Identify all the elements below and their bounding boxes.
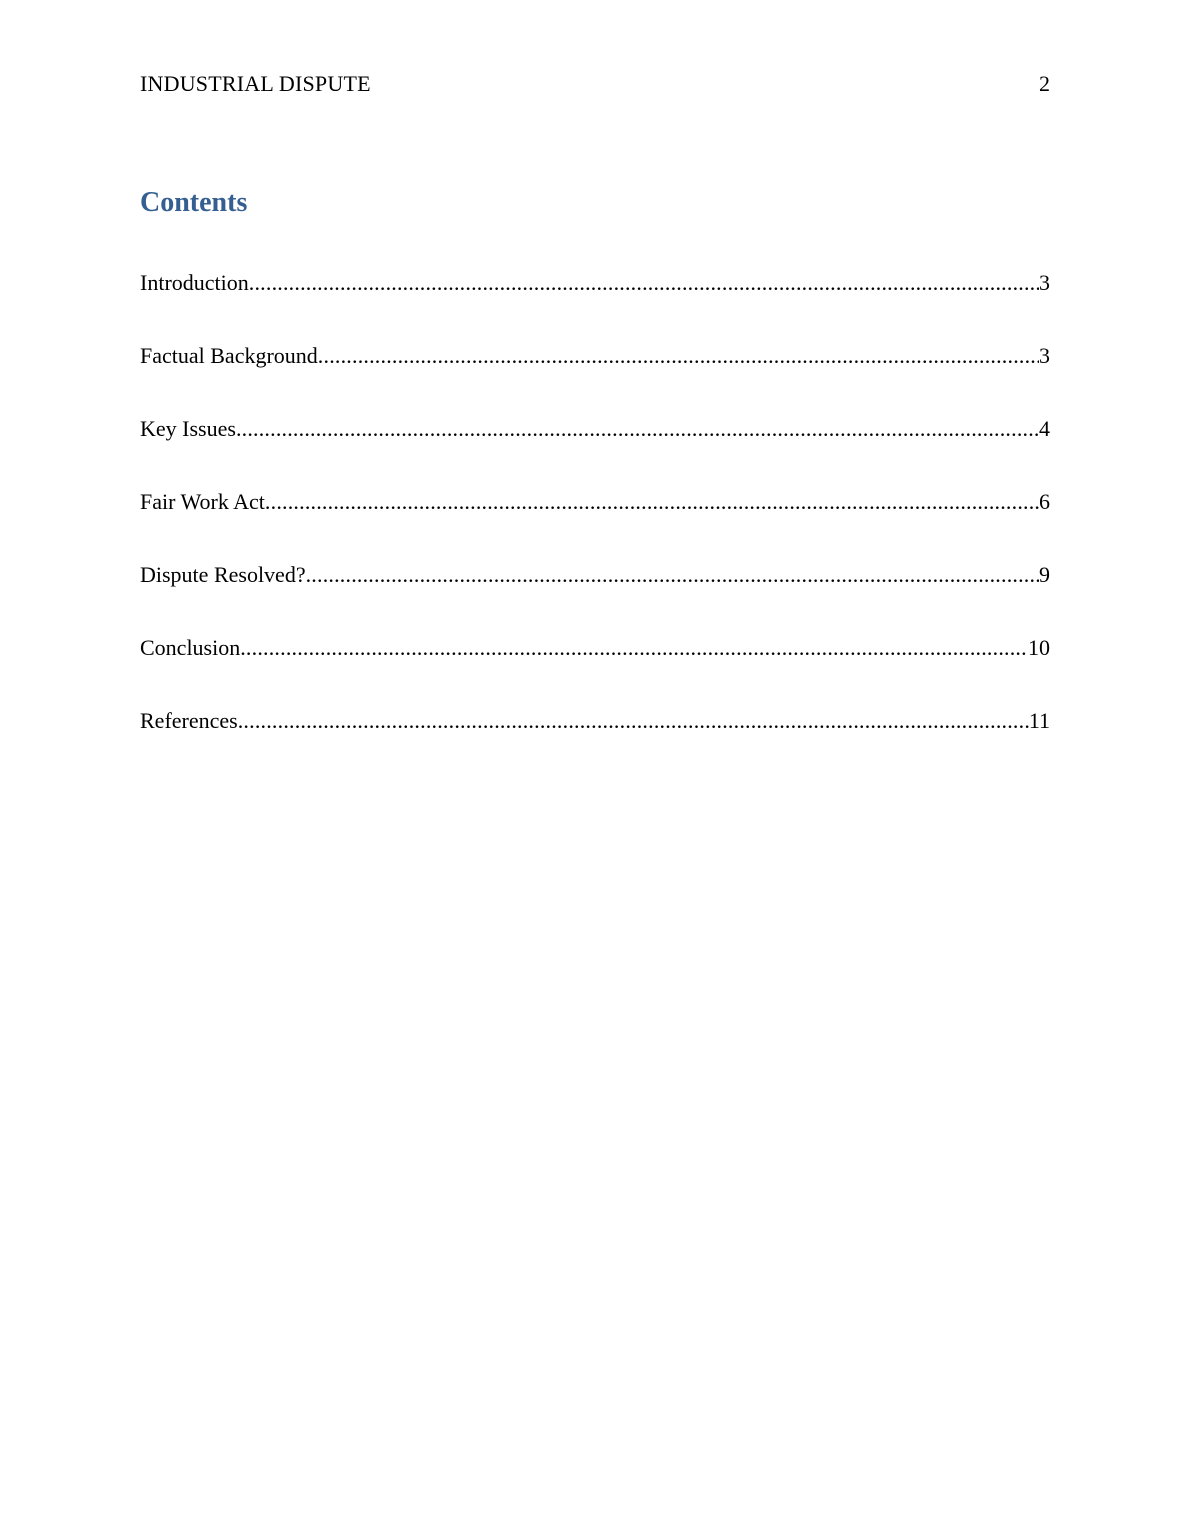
toc-entry-page: 3 xyxy=(1039,343,1050,368)
toc-entry-label: Introduction xyxy=(140,270,249,295)
toc-entry-page: 10 xyxy=(1028,635,1050,660)
dot-leader xyxy=(236,414,1039,444)
dot-leader xyxy=(306,560,1039,590)
dot-leader xyxy=(238,706,1029,736)
toc-heading: Contents xyxy=(140,187,248,218)
toc-entry-fair-work-act[interactable] xyxy=(140,487,1050,560)
toc-entry-label: References xyxy=(140,708,238,733)
toc-entry-dispute-resolved[interactable] xyxy=(140,560,1050,633)
toc-entry-page: 9 xyxy=(1039,562,1050,587)
dot-leader xyxy=(240,633,1028,663)
toc-entry-factual-background[interactable] xyxy=(140,341,1050,414)
toc-entry-label: Dispute Resolved? xyxy=(140,562,306,587)
toc-entry-page: 4 xyxy=(1039,416,1050,441)
page-number: 2 xyxy=(1039,71,1050,96)
toc-entry-page: 3 xyxy=(1039,270,1050,295)
toc-entry-label: Factual Background xyxy=(140,343,318,368)
toc-entry-introduction[interactable] xyxy=(140,268,1050,341)
toc-entry-page: 6 xyxy=(1039,489,1050,514)
toc-entry-page: 11 xyxy=(1028,708,1050,733)
toc-entry-label: Key Issues xyxy=(140,416,236,441)
page-header xyxy=(140,70,1050,98)
running-title: INDUSTRIAL DISPUTE xyxy=(140,71,371,96)
toc-entry-conclusion[interactable] xyxy=(140,633,1050,706)
dot-leader xyxy=(318,341,1039,371)
dot-leader xyxy=(249,268,1039,298)
toc-entry-label: Fair Work Act xyxy=(140,489,265,514)
table-of-contents xyxy=(140,268,1050,779)
dot-leader xyxy=(265,487,1039,517)
toc-entry-label: Conclusion xyxy=(140,635,241,660)
toc-entry-key-issues[interactable] xyxy=(140,414,1050,487)
toc-entry-references[interactable] xyxy=(140,706,1050,779)
